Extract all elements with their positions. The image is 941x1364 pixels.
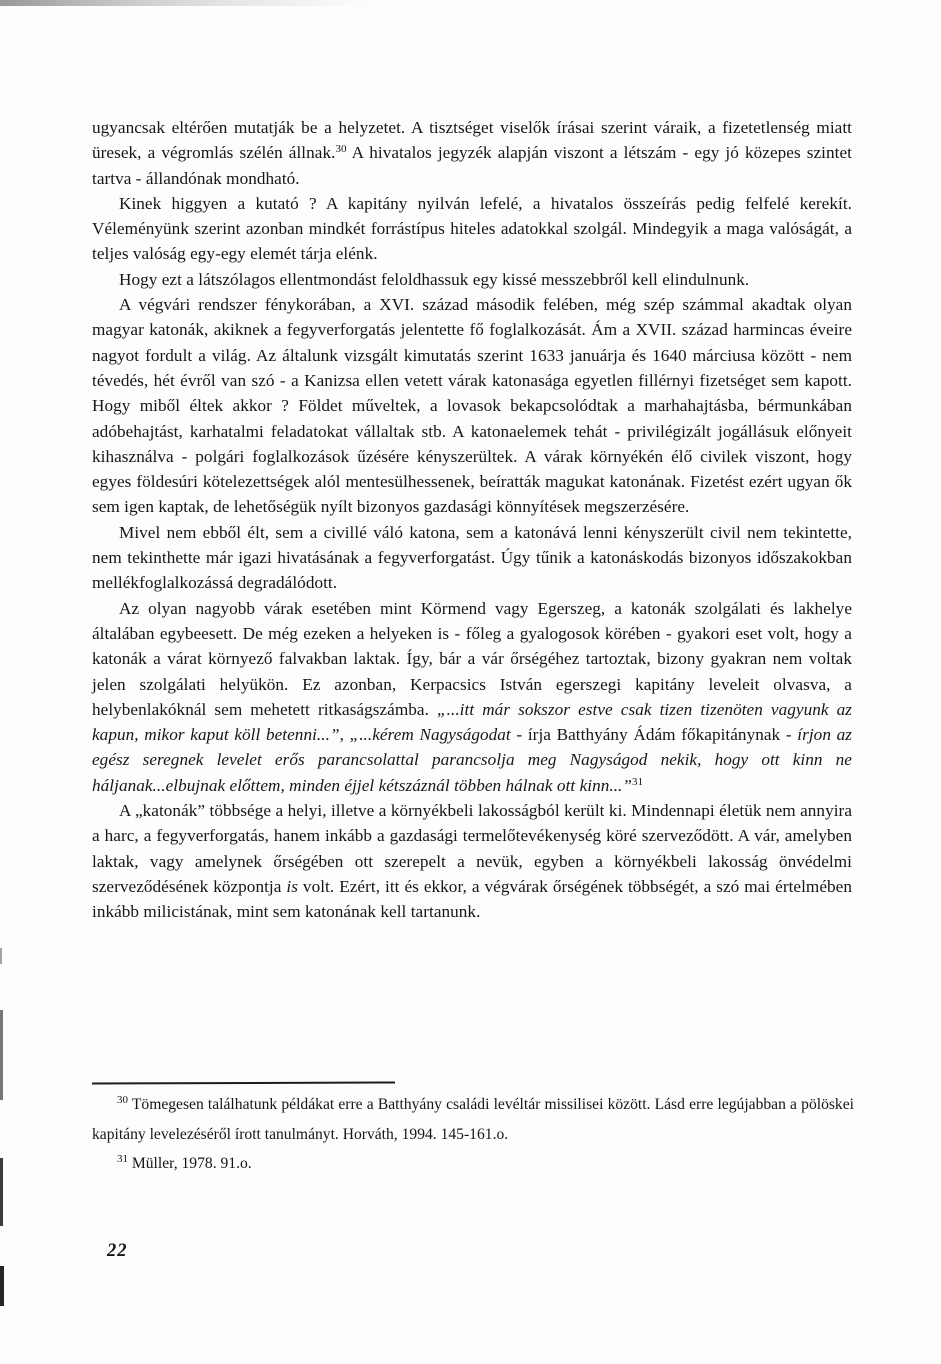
text-run: , [339,725,350,745]
scan-mark-left-1 [0,948,2,964]
body-text [92,115,852,925]
footnote-reference: 30 [335,143,347,156]
footnotes-list [92,1090,854,1179]
text-run: Az olyan nagyobb várak esetében mint Körmend vagy Egerszeg, a katonák szolgálati és lakhelye általában egybeesett. De még ezeken a helyeken is - főleg a gyalogosok körében - gyakori eset volt, hogy a katonák a várat környező falvakban laktak. Így, bár a vár őrségéhez tartoztak, bizony gyakran nem voltak jelen szolgálati helyükön. Ez azonban, Kerpacsics István egerszegi kapitány leveleit olvasva, a helybenlakóknál sem mehetett ritkaságszámba. [92,598,852,719]
footnote-marker: 30 [117,1094,128,1106]
text-run: A végvári rendszer fénykorában, a XVI. század második felében, még szép számmal akadtak olyan magyar katonák, akiknek a fegyverforgatás jelentette fő foglalkozását. Ám a XVII. század harmincas éveire nagyot fordult a világ. Az általunk vizsgált kimutatás szerint 1633 januárja és 1640 márciusa között - nem tévedés, hét évről van szó - a Kanizsa ellen vetett várak katonasága egyetlen fillérnyi fizetséget sem kapott. Hogy miből éltek akkor ? Földet műveltek, a lovasok bekapcsolódtak a marhahajtásba, bérmunkában adóbehajtást, karhatalmi feladatokat vállaltak stb. A katonaelemek tehát - privilégizált jogállásuk előnyeit kihasználva - polgári foglalkozások űzésére kényszerültek. A várak környékén élő civilek viszont, hogy egyes földesúri kötelezettségek alól mentesülhessenek, beíratták magukat katonának. Fizetést ezért ugyan ők sem igen kaptak, de lehetőségük nyílt bizonyos gazdasági könnyítések megszerzésére. [92,295,852,517]
text-run: A hivatalos jegyzék alapján viszont a létszám - egy jó közepes szintet tartva - állandónak mondható. [92,143,852,188]
paragraph [92,520,852,596]
scan-mark-left-2 [0,1010,3,1100]
scan-smudge-top-edge [0,0,372,6]
paragraph [92,267,852,292]
text-run: „...itt már sokszor estve csak tizen tizenöten vagyunk az kapun, mikor kaput köll betenni...” [92,699,852,745]
text-run: is [286,876,298,896]
footnote: $^{31}$ Müller, 1978. 91.o. [117,1153,252,1172]
paragraph [92,798,852,924]
text-run: A „katonák” többsége a helyi, illetve a környékbeli lakosságból került ki. Mindennapi életük nem annyira a harc, a fegyverforgatás, hanem inkább a gazdasági termelőtevékenység köré szerveződött. A vár, amelyben laktak, vagy amelynek őrségében ott szerepelt a nevük, egyben a környékbeli lakosság önvédelmi szerveződésének központja [92,801,852,896]
paragraph [92,596,852,798]
scan-mark-left-3 [0,1158,3,1226]
text-run: Hogy ezt a látszólagos ellentmondást feloldhassuk egy kissé messzebbről kell elindulnunk. [119,269,750,289]
text-run: ugyancsak eltérően mutatják be a helyzetet. A tisztséget viselők írásai szerint váraik, a fizetetlenség miatt üresek, a végromlás szélén állnak. [92,118,852,163]
text-run: - írja Batthyány Ádám főkapitánynak - [510,725,798,745]
paragraph [92,292,852,520]
scan-mark-left-4 [0,1266,4,1306]
text-run: „...kérem Nagyságodat [349,725,511,745]
page-number: 22 [107,1241,128,1261]
footnote-marker: 31 [117,1153,128,1165]
text-run: Mivel nem ebből élt, sem a civillé váló katona, sem a katonává lenni kényszerült civil nem tekintette, nem tekinthette már igazi hivatásának a fegyverforgatást. Úgy tűnik a katonáskodás bizonyos időszakokban mellékfoglalkozássá degradálódott. [92,522,852,593]
footnote-reference: 31 [632,775,644,788]
text-run: volt. Ezért, itt és ekkor, a végvárak őrségének többségét, a szó mai értelmében inkább milicistának, mint sem katonának kell tartanunk. [92,876,852,922]
footnote-separator-rule [92,1081,395,1084]
paragraph [92,115,852,191]
text-run: Kinek higgyen a kutató ? A kapitány nyilván lefelé, a hivatalos összeírás pedig felfelé kerekít. Véleményünk szerint azonban mindkét forrástípus hiteles adatokkal szolgál. Mindegyik a maga valóságát, a teljes valóság egy-egy elemét tárja elénk. [92,193,852,264]
text-run: írjon az egész seregnek levelet erős parancsolattal parancsolja meg Nagyságod nekik, hogy ott kinn ne háljanak...elbujnak előttem, minden éjjel kétszáznál többen hálnak ott kinn...” [92,725,852,795]
paragraph [92,191,852,267]
footnote: $^{30}$ Tömegesen találhatunk példákat erre a Batthyány családi levéltár missilisei között. Lásd erre legújabban a pölöskei kapitány levelezéséről írott tanulmányt. Horváth, 1994. 145-161.o. [92,1094,854,1143]
